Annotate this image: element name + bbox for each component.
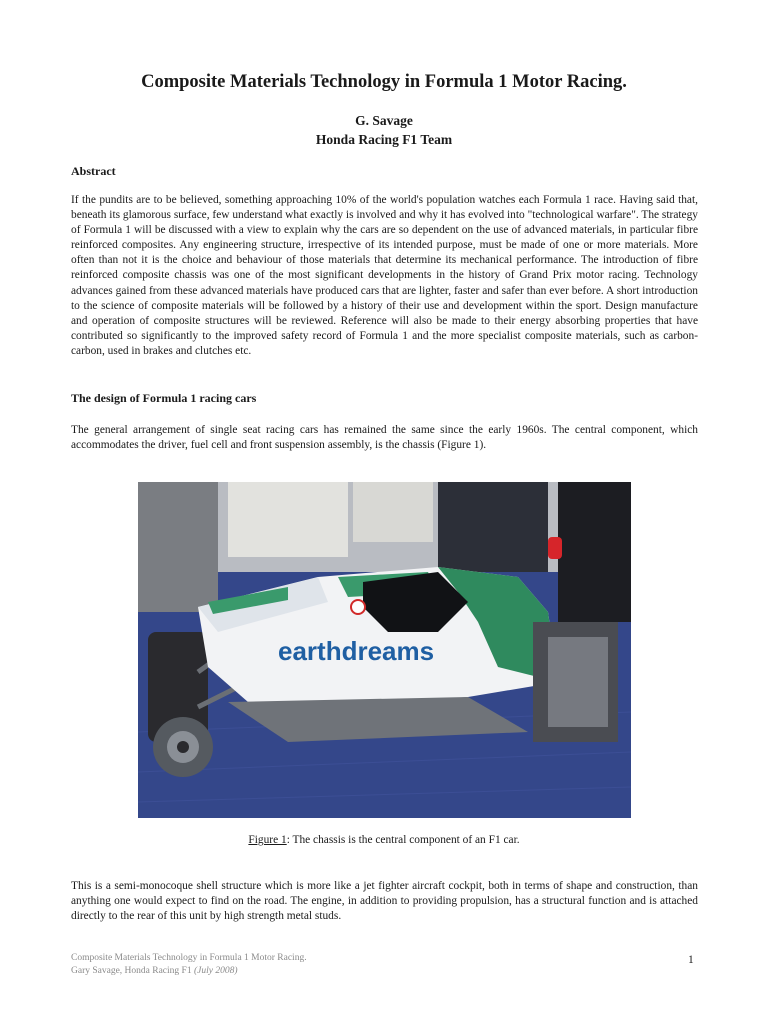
paper-title: Composite Materials Technology in Formula 1 Motor Racing. — [141, 72, 627, 92]
after-figure-paragraph: This is a semi-monocoque shell structure which is more like a jet fighter aircraft cockpit, both in terms of shape and construction, than anything one would expect to find on the road. The engine, in addition to providing propulsion, has a structural function and is attached directly to the rear of this unit by high strength metal studs. — [71, 880, 698, 923]
footer-author: Gary Savage, Honda Racing F1 — [71, 966, 194, 976]
figure-1-label: Figure 1 — [248, 834, 287, 846]
section-heading: The design of Formula 1 racing cars — [71, 391, 257, 405]
chassis-photo-illustration — [138, 482, 631, 818]
page-number: 1 — [688, 954, 694, 966]
figure-1-caption-text: : The chassis is the central component of an F1 car. — [286, 834, 520, 846]
author-name: G. Savage — [355, 113, 413, 128]
page-footer — [71, 952, 307, 978]
author-affiliation: Honda Racing F1 Team — [315, 132, 453, 147]
figure-1-photo — [138, 482, 631, 818]
section-paragraph: The general arrangement of single seat racing cars has remained the same since the early 1960s. The central component, which accommodates the driver, fuel cell and front suspension assembly, is the chassis (Figure 1). — [71, 424, 698, 452]
author-block — [0, 111, 768, 149]
figure-1-caption — [0, 834, 768, 846]
abstract-heading: Abstract — [71, 164, 116, 178]
footer-title: Composite Materials Technology in Formula 1 Motor Racing. — [71, 953, 307, 963]
livery-text: earthdreams — [278, 636, 435, 666]
abstract-paragraph: If the pundits are to be believed, something approaching 10% of the world's population watches each Formula 1 race. Having said that, beneath its glamorous surface, few understand what exactly is involved and why it has evolved into "technological warfare". The strategy of Formula 1 will be discussed with a view to explain why the cars are so dependent on the use of advanced materials, in particular fibre reinforced composites. Any engineering structure, irrespective of its intended purpose, must be made of one or more materials. More often than not it is the choice and behaviour of those materials that determine its mechanical performance. The introduction of fibre reinforced composite chassis was one of the most significant developments in the history of Grand Prix motor racing. Technology advances gained from these advanced materials have produced cars that are lighter, faster and safer than ever before. A short introduction to the science of composite materials will be followed by a history of their use and development within the sport. Design manufacture and operation of composite structures will be reviewed. Reference will also be made to their energy absorbing properties that have contributed so significantly to the improved safety record of Formula 1 and the more specialist composite materials, such as carbon-carbon, used in brakes and clutches etc. — [71, 194, 698, 357]
footer-author-line — [71, 965, 307, 978]
footer-date: (July 2008) — [193, 966, 238, 976]
